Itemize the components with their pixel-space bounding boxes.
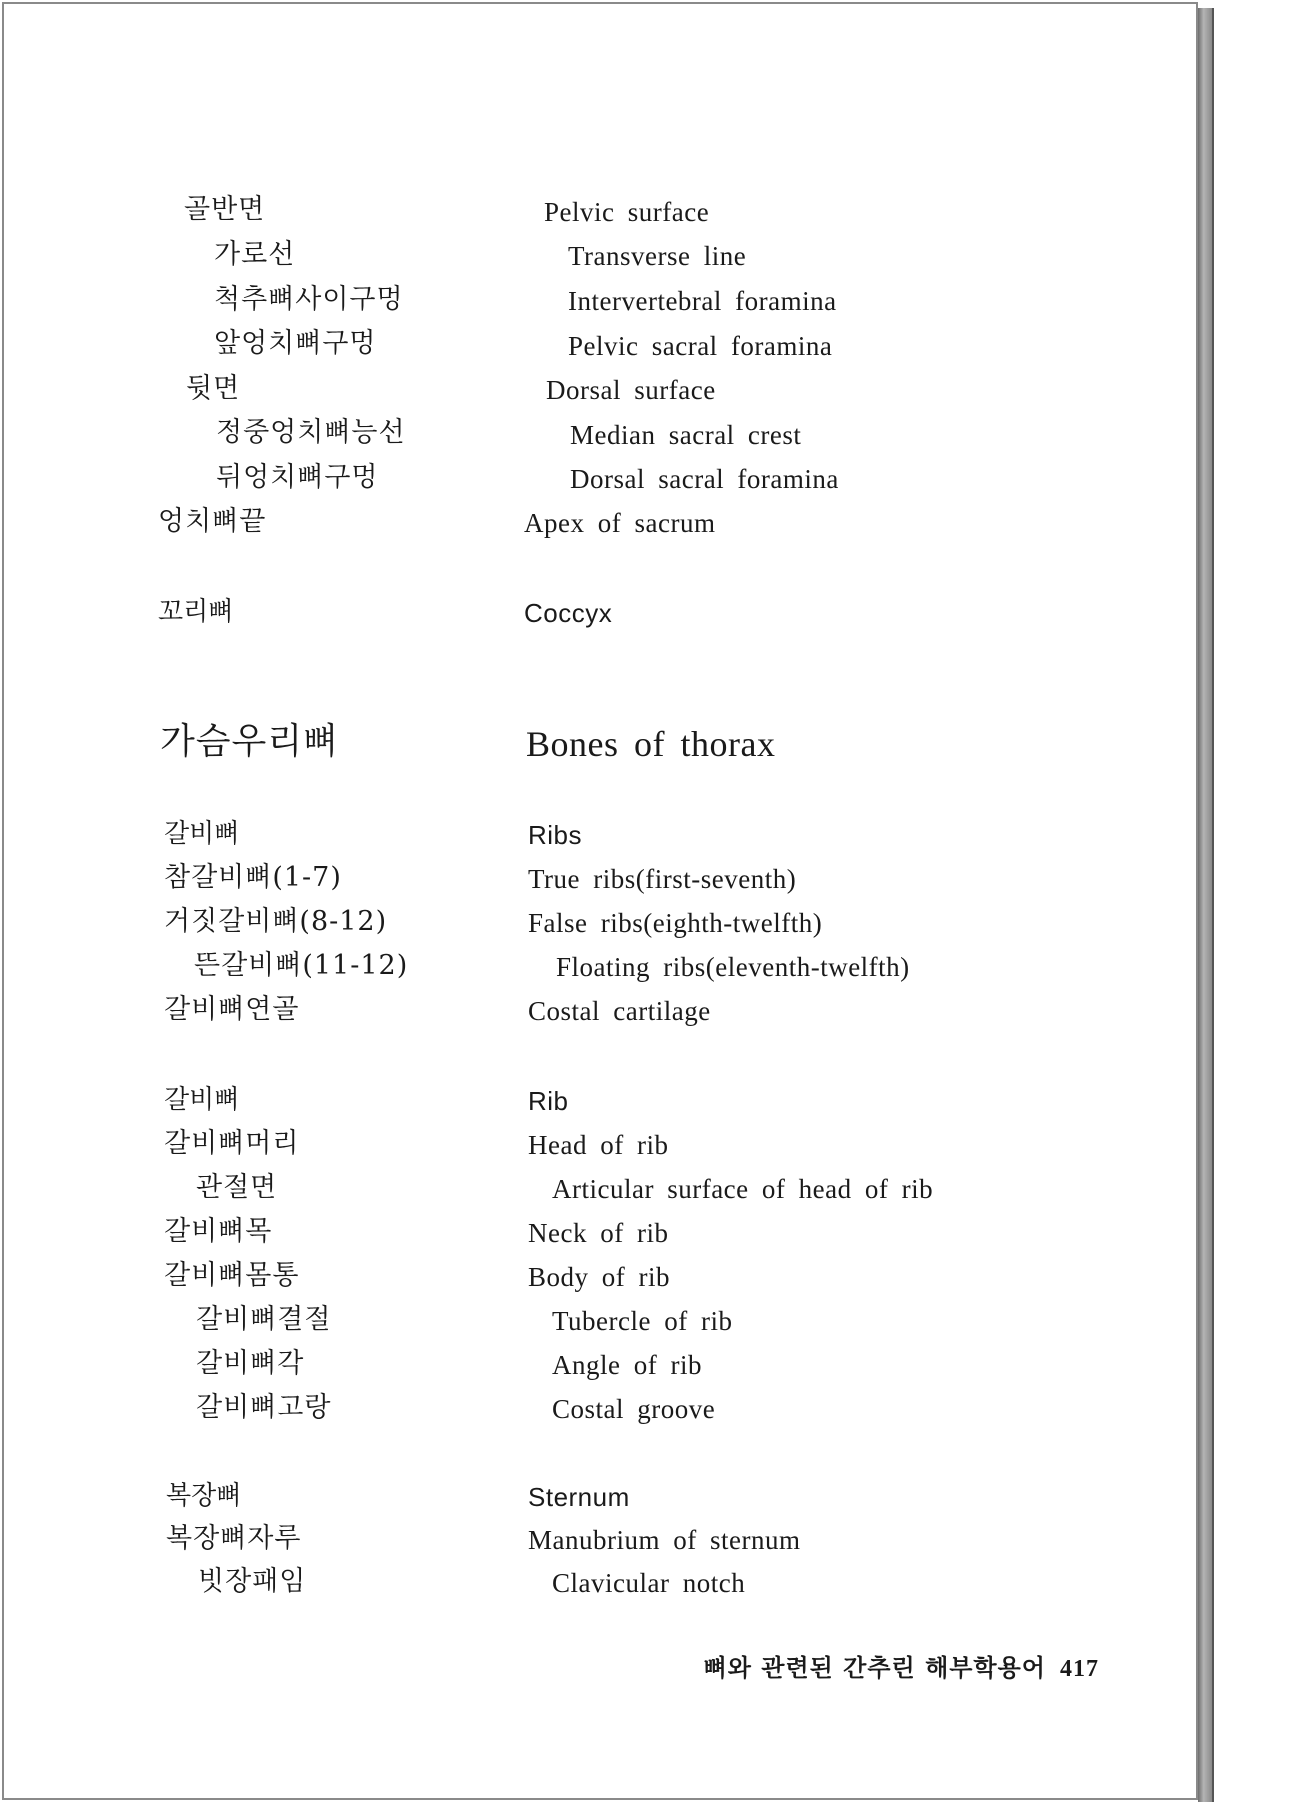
term-en: Clavicular notch (552, 1568, 746, 1598)
term-ko: 거짓갈비뼈(8-12) (164, 906, 388, 937)
term-ko: 뒷면 (186, 373, 241, 404)
term-ko: 골반면 (184, 194, 266, 225)
term-en: Pelvic sacral foramina (568, 331, 833, 361)
term-en: Ribs (528, 820, 583, 850)
term-ko: 갈비뼈머리 (164, 1128, 300, 1159)
term-ko: 갈비뼈결절 (196, 1304, 332, 1335)
term-ko: 관절면 (196, 1172, 278, 1203)
running-footer-title: 뼈와 관련된 간추린 해부학용어 (703, 1653, 1046, 1682)
term-en: Body of rib (528, 1262, 670, 1292)
term-ko: 꼬리뼈 (158, 597, 234, 627)
term-en: Articular surface of head of rib (552, 1174, 934, 1204)
term-en: Costal cartilage (528, 996, 711, 1026)
term-en: Dorsal surface (546, 375, 716, 405)
section-heading-en: Bones of thorax (526, 724, 776, 764)
term-ko: 엉치뼈끝 (158, 506, 267, 537)
term-en: Sternum (528, 1482, 630, 1512)
term-ko: 앞엉치뼈구멍 (214, 328, 377, 359)
term-en: Head of rib (528, 1130, 669, 1160)
term-ko: 뒤엉치뼈구멍 (216, 462, 379, 493)
term-ko: 갈비뼈고랑 (196, 1392, 332, 1423)
term-ko: 갈비뼈몸통 (164, 1260, 300, 1291)
term-en: Transverse line (568, 241, 747, 271)
term-ko: 척추뼈사이구멍 (214, 284, 404, 315)
term-en: Apex of sacrum (524, 508, 716, 538)
term-ko: 참갈비뼈(1-7) (164, 862, 342, 893)
section-heading-ko: 가슴우리뼈 (160, 721, 339, 762)
term-ko: 빗장패임 (198, 1566, 307, 1597)
term-en: Tubercle of rib (552, 1306, 733, 1336)
term-ko: 복장뼈자루 (166, 1523, 302, 1554)
term-en: Manubrium of sternum (528, 1525, 801, 1555)
term-ko: 뜬갈비뼈(11-12) (194, 950, 409, 981)
term-en: Median sacral crest (570, 420, 802, 450)
term-en: Rib (528, 1086, 569, 1116)
page-edge (1198, 8, 1214, 1802)
term-en: Coccyx (524, 598, 613, 628)
term-ko: 정중엉치뼈능선 (216, 417, 406, 448)
page-footer (704, 1648, 1099, 1683)
term-en: Intervertebral foramina (568, 286, 837, 316)
term-en: Pelvic surface (544, 197, 710, 227)
page-number: 417 (1060, 1656, 1099, 1682)
term-ko: 갈비뼈 (164, 819, 240, 849)
term-en: Floating ribs(eleventh-twelfth) (556, 952, 910, 982)
term-en: False ribs(eighth-twelfth) (528, 908, 823, 938)
term-ko: 가로선 (214, 239, 296, 270)
term-en: Dorsal sacral foramina (570, 464, 839, 494)
term-ko: 복장뼈 (166, 1481, 242, 1511)
term-en: Angle of rib (552, 1350, 702, 1380)
term-ko: 갈비뼈목 (164, 1216, 273, 1247)
term-ko: 갈비뼈연골 (164, 994, 300, 1025)
term-en: True ribs(first-seventh) (528, 864, 797, 894)
term-ko: 갈비뼈 (164, 1085, 240, 1115)
term-ko: 갈비뼈각 (196, 1348, 305, 1379)
term-en: Costal groove (552, 1394, 716, 1424)
term-en: Neck of rib (528, 1218, 669, 1248)
